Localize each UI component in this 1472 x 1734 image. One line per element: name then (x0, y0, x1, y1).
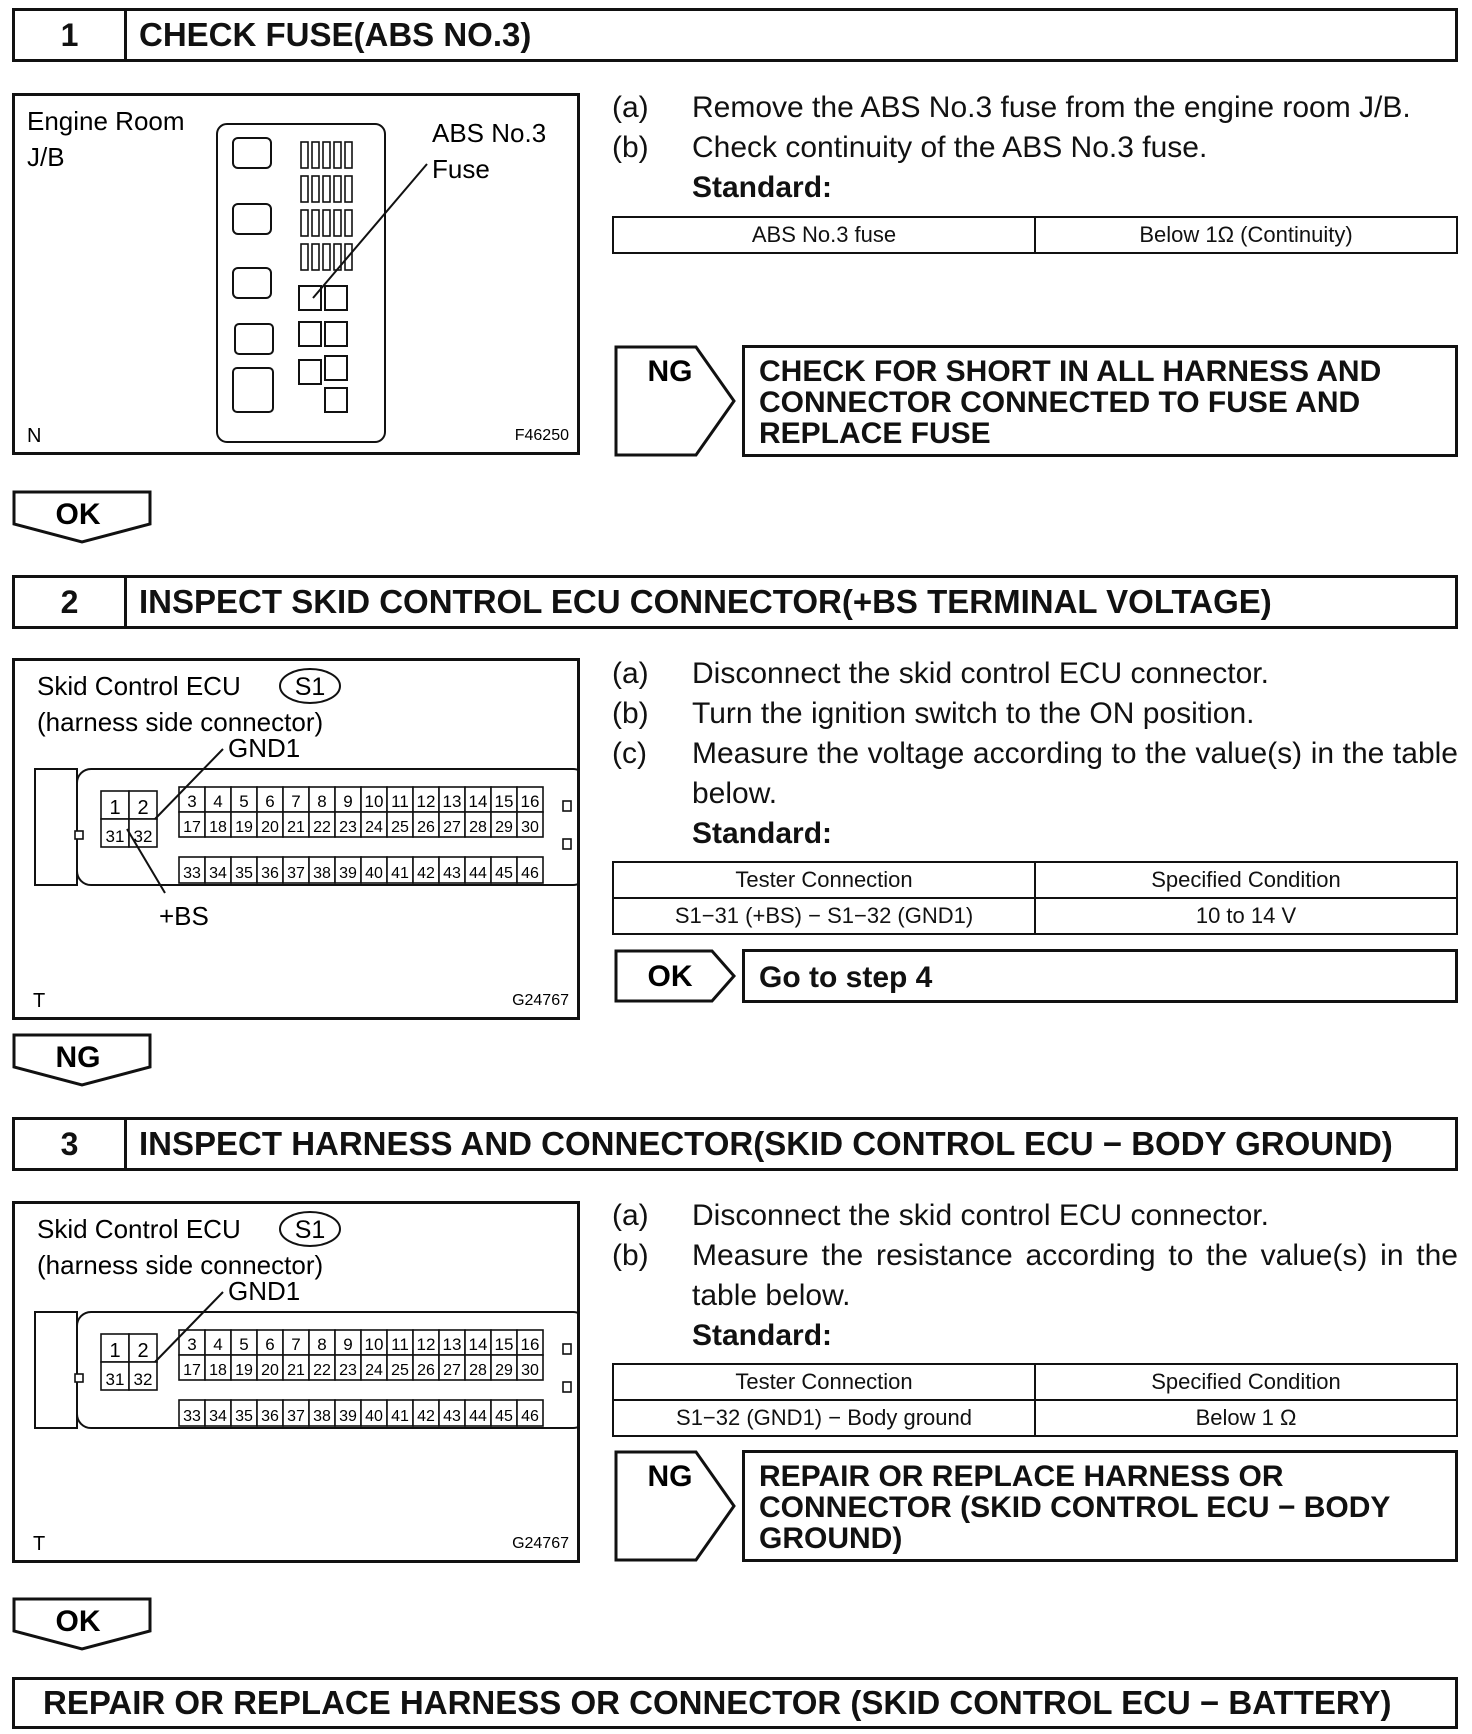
ok-continue-tab (12, 1597, 152, 1653)
connector-pin-number: 13 (442, 1335, 462, 1354)
final-action-header (12, 1677, 1458, 1729)
connector-pin-number: 45 (495, 865, 513, 882)
junction-block-drawing (217, 124, 427, 442)
branch-text-line: Go to step 4 (759, 961, 933, 994)
standard-label: Standard: (692, 1319, 833, 1352)
instruction-text: Disconnect the skid control ECU connector. (692, 657, 1269, 690)
ecu-connector-figure (12, 1201, 580, 1563)
branch-label: NG (647, 355, 693, 388)
step-title: CHECK FUSE(ABS NO.3) (139, 16, 532, 53)
connector-id: S1 (294, 673, 326, 701)
connector-pin-number: 2 (137, 797, 149, 819)
instruction-item (612, 128, 1458, 168)
figure-label: Engine Room (27, 106, 185, 136)
connector-pin-number: 20 (261, 1362, 279, 1379)
connector-pin-number: 24 (365, 819, 383, 836)
connector-pin-number: 25 (391, 819, 409, 836)
step-number: 3 (15, 1120, 127, 1168)
fuse-callout-label: Fuse (432, 154, 490, 184)
continue-label: NG (55, 1041, 101, 1074)
connector-pin-number: 33 (183, 865, 201, 882)
connector-drawing (35, 769, 577, 885)
step-number: 2 (15, 578, 127, 626)
standard-table (612, 216, 1458, 254)
figure-corner-code: T (33, 990, 46, 1012)
connector-pin-number: 3 (187, 1335, 197, 1354)
connector-pin-number: 19 (235, 819, 253, 836)
connector-pin-number: 26 (417, 1362, 435, 1379)
connector-pin-number: 14 (468, 792, 488, 811)
connector-pin-number: 29 (495, 819, 513, 836)
step-title: INSPECT HARNESS AND CONNECTOR(SKID CONTROL ECU − BODY GROUND) (139, 1125, 1393, 1162)
branch-text-line: REPAIR OR REPLACE HARNESS OR (759, 1460, 1284, 1493)
figure-id: G24767 (512, 1535, 569, 1552)
connector-pin-number: 35 (235, 1408, 253, 1425)
connector-pin-number: 12 (416, 792, 436, 811)
table-cell: S1−32 (GND1) − Body ground (613, 1400, 1035, 1436)
connector-pin-number: 31 (105, 1370, 125, 1389)
step-1-instructions (612, 88, 1458, 208)
table-cell: Below 1 Ω (1035, 1400, 1457, 1436)
connector-pin-number: 37 (287, 865, 305, 882)
connector-pin-number: 44 (469, 865, 487, 882)
connector-pin-number: 43 (443, 1408, 461, 1425)
connector-pin-number: 34 (209, 865, 227, 882)
instruction-letter: (a) (612, 91, 649, 124)
connector-pin-number: 46 (521, 1408, 539, 1425)
connector-pin-number: 24 (365, 1362, 383, 1379)
connector-pin-number: 30 (521, 1362, 539, 1379)
connector-pin-number: 42 (417, 865, 435, 882)
instruction-item (612, 734, 1458, 814)
connector-pin-number: 32 (133, 827, 153, 846)
connector-pin-number: 23 (339, 819, 357, 836)
connector-pin-number: 4 (213, 1335, 223, 1354)
figure-label: (harness side connector) (37, 1250, 324, 1280)
connector-pin-number: 19 (235, 1362, 253, 1379)
connector-pin-number: 40 (365, 1408, 383, 1425)
connector-pin-number: 13 (442, 792, 462, 811)
figure-label: Skid Control ECU (37, 1214, 241, 1244)
table-header-cell: Tester Connection (613, 1364, 1035, 1400)
connector-pin-number: 30 (521, 819, 539, 836)
connector-pin-number: 9 (343, 1335, 353, 1354)
instruction-letter: (b) (612, 131, 649, 164)
connector-pin-number: 3 (187, 792, 197, 811)
ng-branch-result (742, 345, 1458, 457)
connector-pin-number: 23 (339, 1362, 357, 1379)
instruction-letter: (a) (612, 1199, 649, 1232)
table-header-cell: Tester Connection (613, 862, 1035, 898)
table-cell: Below 1Ω (Continuity) (1035, 217, 1457, 253)
connector-pin-number: 10 (364, 792, 384, 811)
connector-pin-number: 21 (287, 1362, 305, 1379)
instruction-letter: (c) (612, 737, 647, 770)
connector-pin-number: 32 (133, 1370, 153, 1389)
instruction-text: Check continuity of the ABS No.3 fuse. (692, 131, 1208, 164)
ng-branch-result (742, 1450, 1458, 1562)
connector-pin-number: 28 (469, 819, 487, 836)
table-header-cell: Specified Condition (1035, 862, 1457, 898)
connector-pin-number: 35 (235, 865, 253, 882)
figure-id: F46250 (514, 427, 569, 444)
connector-pin-number: 18 (209, 1362, 227, 1379)
continue-label: OK (55, 1605, 101, 1638)
connector-pin-number: 4 (213, 792, 223, 811)
instruction-text: Disconnect the skid control ECU connector. (692, 1199, 1269, 1232)
instruction-item (612, 694, 1458, 734)
connector-pin-number: 36 (261, 865, 279, 882)
instruction-text: Remove the ABS No.3 fuse from the engine room J/B. (692, 91, 1411, 124)
instruction-text: Measure the voltage according to the value(s) in the table below. (692, 737, 1458, 810)
branch-text-line: GROUND) (759, 1522, 903, 1555)
connector-pin-number: 26 (417, 819, 435, 836)
standard-table (612, 1363, 1458, 1437)
connector-pin-number: 21 (287, 819, 305, 836)
table-header-row (613, 1364, 1457, 1400)
standard-label: Standard: (692, 817, 833, 850)
connector-pin-number: 41 (391, 1408, 409, 1425)
connector-drawing (35, 1312, 577, 1428)
connector-pin-number: 22 (313, 1362, 331, 1379)
bs-callout-label: +BS (159, 901, 209, 931)
step-3-header (12, 1117, 1458, 1171)
continue-label: OK (55, 498, 101, 531)
connector-pin-number: 5 (239, 792, 249, 811)
connector-pin-number: 46 (521, 865, 539, 882)
ok-continue-tab (12, 490, 152, 546)
figure-label: J/B (27, 142, 65, 172)
connector-pin-number: 10 (364, 1335, 384, 1354)
connector-pin-number: 39 (339, 865, 357, 882)
connector-pin-number: 6 (265, 1335, 275, 1354)
connector-pin-number: 33 (183, 1408, 201, 1425)
connector-pin-number: 16 (520, 1335, 540, 1354)
connector-pin-number: 11 (391, 792, 409, 811)
step-3-instructions (612, 1196, 1458, 1356)
connector-pin-number: 25 (391, 1362, 409, 1379)
connector-pin-number: 38 (313, 865, 331, 882)
connector-pin-number: 2 (137, 1340, 149, 1362)
standard-label: Standard: (692, 171, 833, 204)
connector-pin-number: 40 (365, 865, 383, 882)
connector-pin-number: 28 (469, 1362, 487, 1379)
final-action-title: REPAIR OR REPLACE HARNESS OR CONNECTOR (SKID CONTROL ECU − BATTERY) (43, 1684, 1392, 1721)
connector-pin-number: 18 (209, 819, 227, 836)
connector-pin-number: 41 (391, 865, 409, 882)
standard-table (612, 861, 1458, 935)
instruction-letter: (b) (612, 697, 649, 730)
step-number: 1 (15, 11, 127, 59)
gnd1-callout-label: GND1 (228, 1276, 301, 1306)
ok-branch-result (742, 949, 1458, 1003)
table-cell: ABS No.3 fuse (613, 217, 1035, 253)
table-cell: 10 to 14 V (1035, 898, 1457, 934)
instruction-letter: (b) (612, 1239, 649, 1272)
branch-text-line: CHECK FOR SHORT IN ALL HARNESS AND (759, 355, 1382, 388)
instruction-item (612, 1196, 1458, 1236)
step-2-header (12, 575, 1458, 629)
connector-pin-number: 45 (495, 1408, 513, 1425)
gnd1-callout-label: GND1 (228, 733, 301, 763)
branch-text-line: REPLACE FUSE (759, 417, 991, 450)
instruction-text: Turn the ignition switch to the ON position. (692, 697, 1255, 730)
connector-pin-number: 20 (261, 819, 279, 836)
ok-branch-arrow (614, 949, 738, 1003)
connector-pin-number: 12 (416, 1335, 436, 1354)
connector-pin-number: 29 (495, 1362, 513, 1379)
connector-pin-number: 17 (183, 819, 201, 836)
connector-pin-number: 17 (183, 1362, 201, 1379)
figure-corner-code: N (27, 425, 42, 447)
instruction-text: Measure the resistance according to the value(s) in the table below. (692, 1239, 1458, 1312)
figure-label: (harness side connector) (37, 707, 324, 737)
instruction-letter: (a) (612, 657, 649, 690)
connector-pin-number: 7 (291, 792, 301, 811)
connector-pin-number: 8 (317, 792, 327, 811)
instruction-item (612, 88, 1458, 128)
figure-label: Skid Control ECU (37, 671, 241, 701)
connector-pin-number: 43 (443, 865, 461, 882)
connector-pin-number: 15 (494, 792, 514, 811)
connector-pin-number: 31 (105, 827, 125, 846)
step-2-instructions (612, 654, 1458, 854)
table-header-row (613, 862, 1457, 898)
connector-pin-number: 22 (313, 819, 331, 836)
ng-branch-arrow (614, 1450, 738, 1562)
connector-pin-number: 38 (313, 1408, 331, 1425)
table-cell: S1−31 (+BS) − S1−32 (GND1) (613, 898, 1035, 934)
connector-pin-number: 5 (239, 1335, 249, 1354)
connector-pin-number: 1 (109, 797, 121, 819)
ng-continue-tab (12, 1033, 152, 1089)
figure-corner-code: T (33, 1533, 46, 1555)
step-title: INSPECT SKID CONTROL ECU CONNECTOR(+BS TERMINAL VOLTAGE) (139, 583, 1272, 620)
table-row (613, 898, 1457, 934)
connector-pin-number: 37 (287, 1408, 305, 1425)
connector-pin-number: 36 (261, 1408, 279, 1425)
table-row (613, 1400, 1457, 1436)
engine-room-jb-figure (12, 93, 580, 455)
connector-pin-number: 6 (265, 792, 275, 811)
branch-text-line: CONNECTOR (SKID CONTROL ECU − BODY (759, 1491, 1391, 1524)
connector-pin-number: 42 (417, 1408, 435, 1425)
branch-text-line: CONNECTOR CONNECTED TO FUSE AND (759, 386, 1361, 419)
connector-pin-number: 8 (317, 1335, 327, 1354)
fuse-callout-label: ABS No.3 (432, 118, 547, 148)
instruction-item (612, 1236, 1458, 1316)
branch-label: NG (647, 1460, 693, 1493)
step-1-header (12, 8, 1458, 62)
connector-pin-number: 34 (209, 1408, 227, 1425)
connector-pin-number: 1 (109, 1340, 121, 1362)
connector-id: S1 (294, 1216, 326, 1244)
branch-label: OK (647, 960, 693, 993)
connector-pin-number: 44 (469, 1408, 487, 1425)
connector-pin-number: 15 (494, 1335, 514, 1354)
connector-pin-number: 39 (339, 1408, 357, 1425)
table-row (613, 217, 1457, 253)
connector-pin-number: 27 (443, 819, 461, 836)
instruction-item (612, 654, 1458, 694)
connector-pin-number: 27 (443, 1362, 461, 1379)
connector-pin-number: 9 (343, 792, 353, 811)
ng-branch-arrow (614, 345, 738, 457)
figure-id: G24767 (512, 992, 569, 1009)
connector-pin-number: 16 (520, 792, 540, 811)
connector-pin-number: 7 (291, 1335, 301, 1354)
ecu-connector-figure (12, 658, 580, 1020)
table-header-cell: Specified Condition (1035, 1364, 1457, 1400)
connector-pin-number: 11 (391, 1335, 409, 1354)
connector-pin-number: 14 (468, 1335, 488, 1354)
